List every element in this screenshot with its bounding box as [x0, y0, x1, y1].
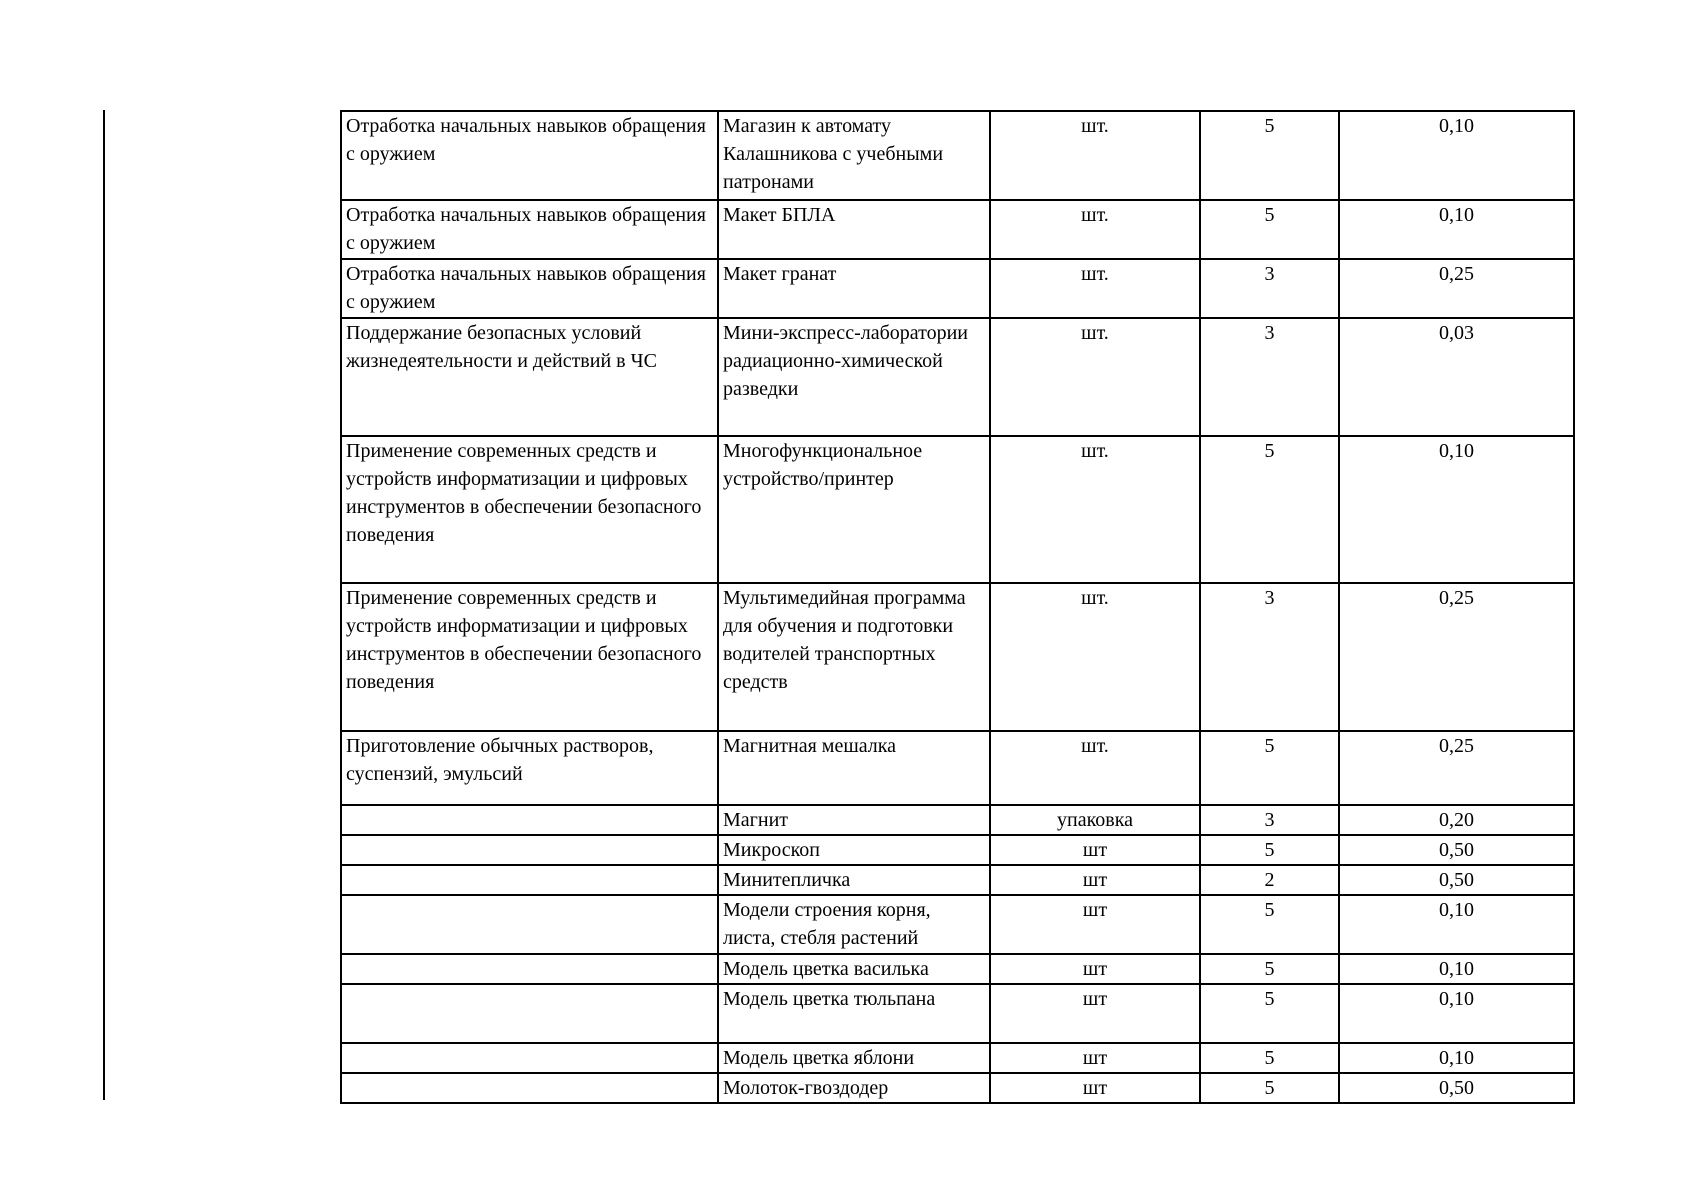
coefficient-cell: 0,10 — [1339, 111, 1574, 200]
item-cell: Минитепличка — [718, 865, 990, 895]
activity-cell — [341, 1073, 718, 1103]
page-margin-line — [103, 110, 105, 1100]
item-cell: Магазин к автомату Калашникова с учебными патронами — [718, 111, 990, 200]
quantity-cell: 5 — [1200, 1043, 1339, 1073]
unit-cell: шт. — [990, 318, 1200, 436]
quantity-cell: 5 — [1200, 111, 1339, 200]
quantity-cell: 2 — [1200, 865, 1339, 895]
table-row — [341, 436, 1574, 583]
quantity-cell: 3 — [1200, 583, 1339, 731]
coefficient-cell: 0,25 — [1339, 583, 1574, 731]
item-cell: Модели строения корня, листа, стебля растений — [718, 895, 990, 954]
unit-cell: шт — [990, 984, 1200, 1043]
quantity-cell: 5 — [1200, 895, 1339, 954]
quantity-cell: 3 — [1200, 259, 1339, 318]
activity-cell: Поддержание безопасных условий жизнедеятельности и действий в ЧС — [341, 318, 718, 436]
quantity-cell: 3 — [1200, 318, 1339, 436]
table-row — [341, 318, 1574, 436]
activity-cell: Отработка начальных навыков обращения с оружием — [341, 200, 718, 259]
table-row — [341, 1043, 1574, 1073]
table-row — [341, 865, 1574, 895]
table-row — [341, 984, 1574, 1043]
coefficient-cell: 0,10 — [1339, 436, 1574, 583]
coefficient-cell: 0,10 — [1339, 984, 1574, 1043]
unit-cell: шт — [990, 954, 1200, 984]
unit-cell: шт. — [990, 436, 1200, 583]
unit-cell: шт — [990, 1073, 1200, 1103]
quantity-cell: 5 — [1200, 835, 1339, 865]
quantity-cell: 5 — [1200, 436, 1339, 583]
item-cell: Микроскоп — [718, 835, 990, 865]
activity-cell: Применение современных средств и устройств информатизации и цифровых инструментов в обеспечении безопасного поведения — [341, 583, 718, 731]
unit-cell: шт — [990, 865, 1200, 895]
item-cell: Молоток-гвоздодер — [718, 1073, 990, 1103]
unit-cell: шт. — [990, 111, 1200, 200]
quantity-cell: 5 — [1200, 200, 1339, 259]
coefficient-cell: 0,10 — [1339, 954, 1574, 984]
quantity-cell: 5 — [1200, 984, 1339, 1043]
unit-cell: шт. — [990, 200, 1200, 259]
unit-cell: шт — [990, 835, 1200, 865]
unit-cell: шт. — [990, 731, 1200, 805]
item-cell: Магнитная мешалка — [718, 731, 990, 805]
quantity-cell: 5 — [1200, 954, 1339, 984]
activity-cell: Применение современных средств и устройств информатизации и цифровых инструментов в обеспечении безопасного поведения — [341, 436, 718, 583]
table-row — [341, 200, 1574, 259]
table-row — [341, 835, 1574, 865]
unit-cell: упаковка — [990, 805, 1200, 835]
activity-cell — [341, 895, 718, 954]
table-row — [341, 731, 1574, 805]
activity-cell — [341, 835, 718, 865]
item-cell: Многофункциональное устройство/принтер — [718, 436, 990, 583]
coefficient-cell: 0,25 — [1339, 731, 1574, 805]
item-cell: Модель цветка тюльпана — [718, 984, 990, 1043]
coefficient-cell: 0,20 — [1339, 805, 1574, 835]
activity-cell — [341, 865, 718, 895]
item-cell: Макет БПЛА — [718, 200, 990, 259]
activity-cell — [341, 1043, 718, 1073]
quantity-cell: 5 — [1200, 731, 1339, 805]
activity-cell — [341, 805, 718, 835]
coefficient-cell: 0,25 — [1339, 259, 1574, 318]
quantity-cell: 3 — [1200, 805, 1339, 835]
item-cell: Модель цветка яблони — [718, 1043, 990, 1073]
unit-cell: шт. — [990, 583, 1200, 731]
table-row — [341, 805, 1574, 835]
table-row — [341, 259, 1574, 318]
item-cell: Мини-экспресс-лаборатории радиационно-химической разведки — [718, 318, 990, 436]
item-cell: Модель цветка василька — [718, 954, 990, 984]
coefficient-cell: 0,10 — [1339, 895, 1574, 954]
item-cell: Макет гранат — [718, 259, 990, 318]
unit-cell: шт — [990, 895, 1200, 954]
coefficient-cell: 0,03 — [1339, 318, 1574, 436]
coefficient-cell: 0,10 — [1339, 200, 1574, 259]
activity-cell: Приготовление обычных растворов, суспензий, эмульсий — [341, 731, 718, 805]
equipment-table — [340, 110, 1575, 1104]
quantity-cell: 5 — [1200, 1073, 1339, 1103]
coefficient-cell: 0,50 — [1339, 835, 1574, 865]
activity-cell: Отработка начальных навыков обращения с оружием — [341, 259, 718, 318]
activity-cell — [341, 954, 718, 984]
table-row — [341, 111, 1574, 200]
activity-cell — [341, 984, 718, 1043]
item-cell: Магнит — [718, 805, 990, 835]
activity-cell: Отработка начальных навыков обращения с оружием — [341, 111, 718, 200]
table-row — [341, 1073, 1574, 1103]
coefficient-cell: 0,50 — [1339, 865, 1574, 895]
table-row — [341, 583, 1574, 731]
unit-cell: шт — [990, 1043, 1200, 1073]
coefficient-cell: 0,50 — [1339, 1073, 1574, 1103]
table-row — [341, 954, 1574, 984]
coefficient-cell: 0,10 — [1339, 1043, 1574, 1073]
table-row — [341, 895, 1574, 954]
unit-cell: шт. — [990, 259, 1200, 318]
item-cell: Мультимедийная программа для обучения и подготовки водителей транспортных средств — [718, 583, 990, 731]
